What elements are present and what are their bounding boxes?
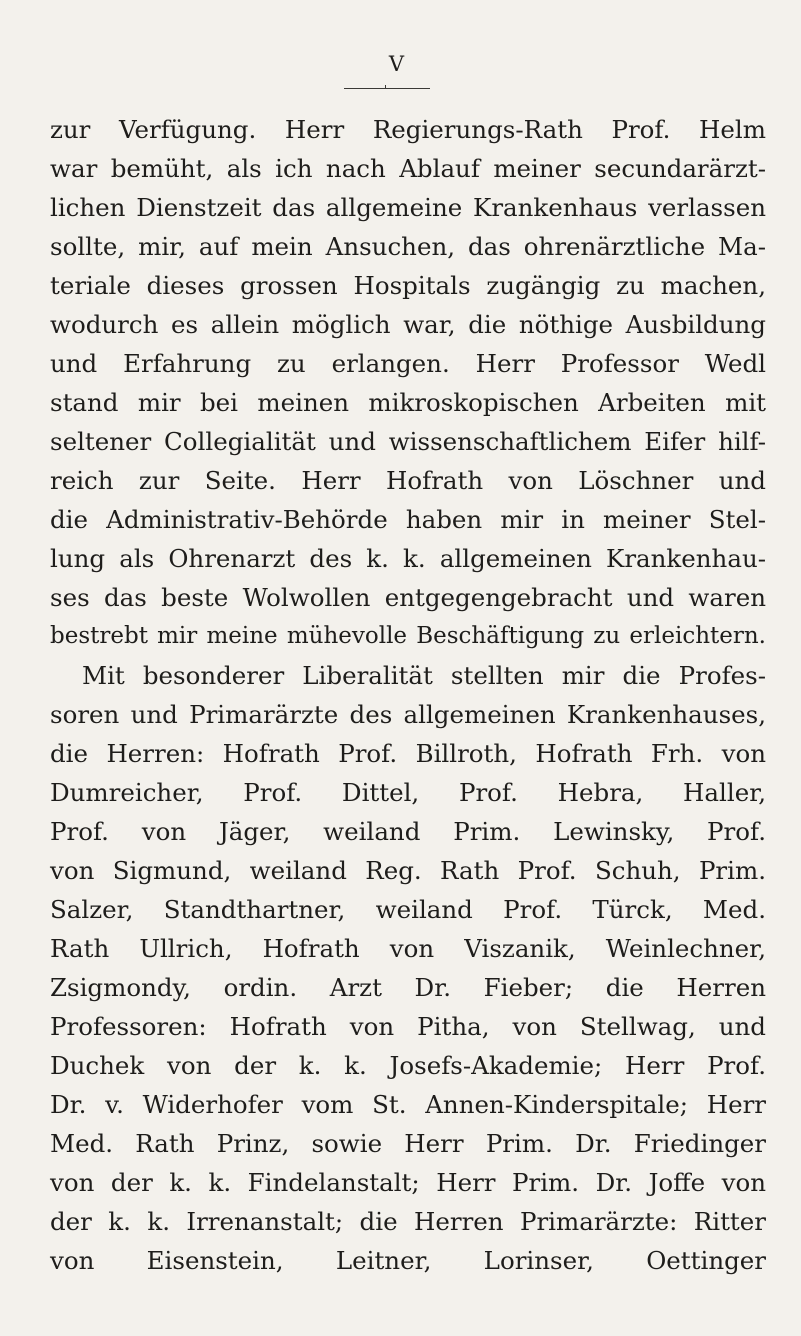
text-line: die Herren: Hofrath Prof. Billroth, Hofrath Frh. von [50, 739, 766, 768]
text-line: lung als Ohrenarzt des k. k. allgemeinen Krankenhau- [50, 544, 766, 573]
body-text [50, 110, 766, 1280]
text-line: Med. Rath Prinz, sowie Herr Prim. Dr. Friedinger [50, 1129, 766, 1158]
text-line: wodurch es allein möglich war, die nöthige Ausbildung [50, 310, 766, 339]
text-line: lichen Dienstzeit das allgemeine Krankenhaus verlassen [50, 193, 766, 222]
page-number: V [388, 52, 406, 76]
text-line: bestrebt mir meine mühevolle Beschäftigung zu erleichtern. [50, 623, 766, 649]
text-line: Dumreicher, Prof. Dittel, Prof. Hebra, Haller, [50, 778, 766, 807]
text-line: Zsigmondy, ordin. Arzt Dr. Fieber; die Herren [50, 973, 766, 1002]
text-line: ses das beste Wolwollen entgegengebracht und waren [50, 583, 766, 612]
header-rule-tick [385, 85, 386, 89]
text-line: sollte, mir, auf mein Ansuchen, das ohrenärztliche Ma- [50, 232, 766, 261]
text-line: die Administrativ-Behörde haben mir in meiner Stel- [50, 505, 766, 534]
header-rule [344, 88, 430, 89]
text-line: teriale dieses grossen Hospitals zugängig zu machen, [50, 271, 766, 300]
text-line: von Eisenstein, Leitner, Lorinser, Oettinger [50, 1246, 766, 1275]
text-line: reich zur Seite. Herr Hofrath von Löschner und [50, 466, 766, 495]
text-line: Prof. von Jäger, weiland Prim. Lewinsky, Prof. [50, 817, 766, 846]
text-line: seltener Collegialität und wissenschaftlichem Eifer hilf- [50, 427, 766, 456]
text-line: Dr. v. Widerhofer vom St. Annen-Kinderspitale; Herr [50, 1090, 766, 1119]
text-line: stand mir bei meinen mikroskopischen Arbeiten mit [50, 388, 766, 417]
text-line: Duchek von der k. k. Josefs-Akademie; Herr Prof. [50, 1051, 766, 1080]
text-line: soren und Primarärzte des allgemeinen Krankenhauses, [50, 700, 766, 729]
text-line: Rath Ullrich, Hofrath von Viszanik, Weinlechner, [50, 934, 766, 963]
text-line: Professoren: Hofrath von Pitha, von Stellwag, und [50, 1012, 766, 1041]
text-line: und Erfahrung zu erlangen. Herr Professor Wedl [50, 349, 766, 378]
text-line: zur Verfügung. Herr Regierungs-Rath Prof. Helm [50, 115, 766, 144]
text-line: war bemüht, als ich nach Ablauf meiner secundarärzt- [50, 154, 766, 183]
paragraph-start-line: Mit besonderer Liberalität stellten mir die Profes- [82, 661, 766, 690]
text-line: von Sigmund, weiland Reg. Rath Prof. Schuh, Prim. [50, 856, 766, 885]
text-line: Salzer, Standthartner, weiland Prof. Türck, Med. [50, 895, 766, 924]
text-line: der k. k. Irrenanstalt; die Herren Primarärzte: Ritter [50, 1207, 766, 1236]
text-line: von der k. k. Findelanstalt; Herr Prim. Dr. Joffe von [50, 1168, 766, 1197]
